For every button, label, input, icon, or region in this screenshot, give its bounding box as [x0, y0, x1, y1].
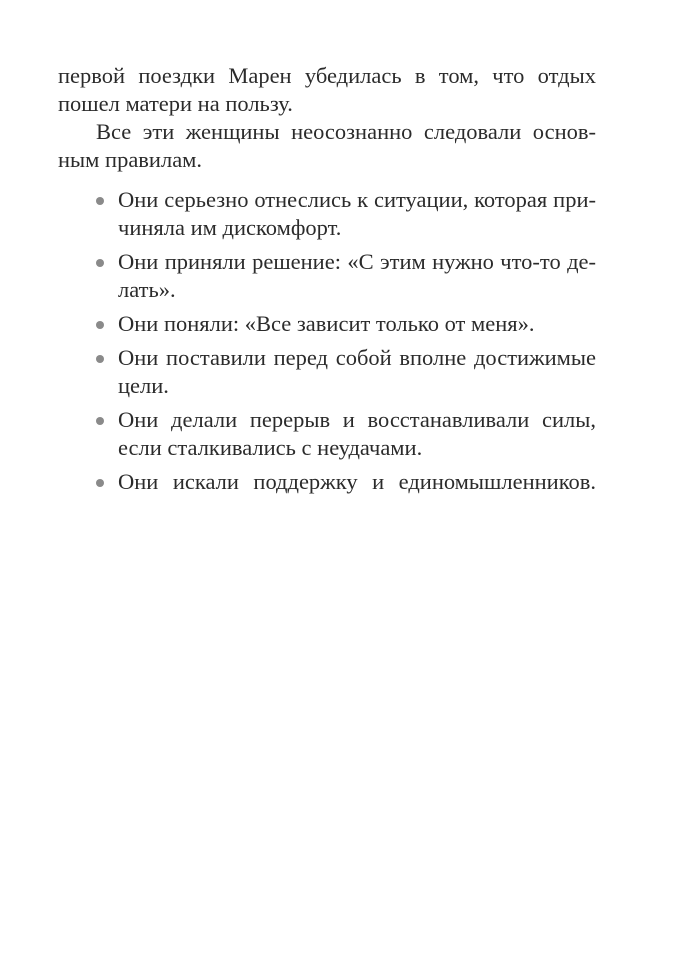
text-line: Они искали поддержку и единомышленников. [118, 469, 596, 494]
list-item [58, 186, 596, 242]
bullet-icon [96, 355, 104, 363]
bullet-icon [96, 417, 104, 425]
text-line: ным правилам. [58, 147, 203, 172]
list-item [58, 344, 596, 400]
list-item [58, 248, 596, 304]
text-line: Они поставили перед собой вполне достижимые [118, 345, 596, 370]
text-line: Они приняли решение: «С этим нужно что-то де- [118, 249, 596, 274]
bullet-icon [96, 197, 104, 205]
list-item [58, 406, 596, 462]
text-line: лать». [118, 277, 176, 302]
body-text [58, 62, 596, 502]
list-item [58, 310, 596, 338]
bullet-icon [96, 479, 104, 487]
text-line: Они делали перерыв и восстанавливали силы, [118, 407, 596, 432]
text-line: Они поняли: «Все зависит только от меня». [118, 311, 535, 336]
text-line: если сталкивались с неудачами. [118, 435, 423, 460]
text-line: первой поездки Марен убедилась в том, что отдых [58, 63, 596, 88]
paragraph-continuation [58, 62, 596, 118]
bullet-icon [96, 259, 104, 267]
bullet-icon [96, 321, 104, 329]
text-line: цели. [118, 373, 169, 398]
text-line: Все эти женщины неосознанно следовали основ- [96, 119, 596, 144]
text-line: Они серьезно отнеслись к ситуации, которая при- [118, 187, 596, 212]
list-item [58, 468, 596, 496]
paragraph [58, 118, 596, 174]
text-line: чиняла им дискомфорт. [118, 215, 342, 240]
text-line: пошел матери на пользу. [58, 91, 293, 116]
bullet-list [58, 186, 596, 496]
